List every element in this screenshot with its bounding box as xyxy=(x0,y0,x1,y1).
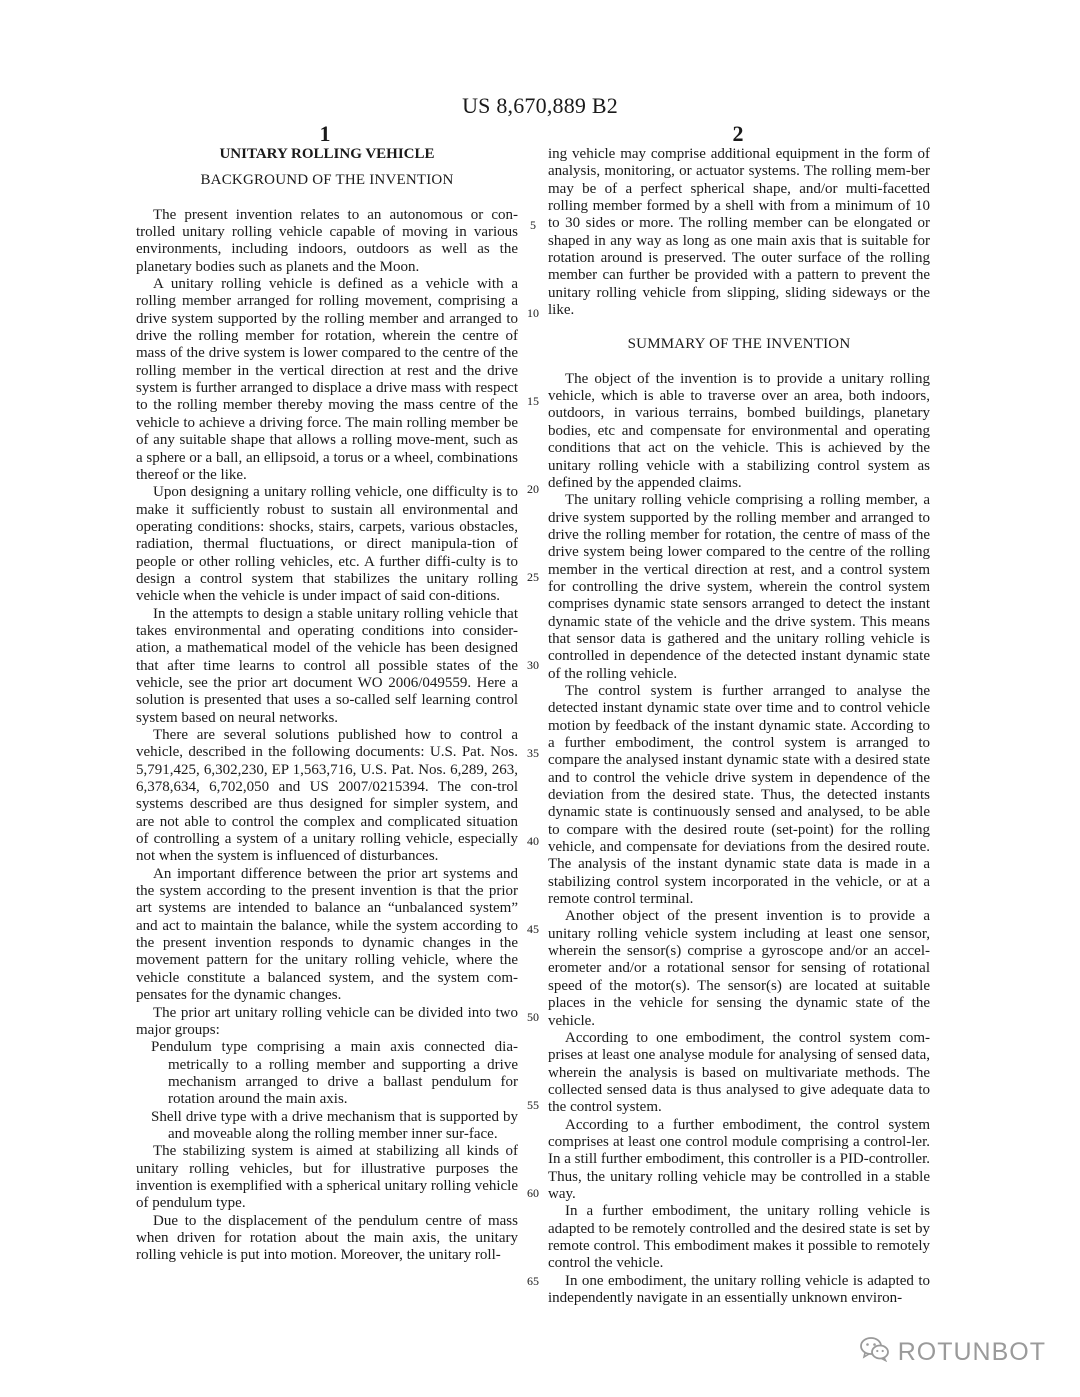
paragraph: According to one embodiment, the control system com-prises at least one analyse module for analysing of sensed data, wherein the analysis is based on multivariate methods. The collected sensed data is thus analysed to give adequate data to the control system. xyxy=(548,1029,930,1116)
paragraph: Due to the displacement of the pendulum centre of mass when driven for rotation about the main axis, the unitary rolling vehicle is put into motion. Moreover, the unitary roll- xyxy=(136,1212,518,1264)
line-number: 60 xyxy=(527,1186,539,1200)
paragraph: Another object of the present invention is to provide a unitary rolling vehicle system including at least one sensor, wherein the sensor(s) comprise a gyroscope and/or an accel-erometer and/or a rotational sensor for sensing of rotational speed of the motor(s). The sensor(s) are located at suitable places in the vehicle for sensing the dynamic state of the vehicle. xyxy=(548,908,930,1029)
paragraph: The unitary rolling vehicle comprising a rolling member, a drive system supported by the rolling member and arranged to drive the rolling member for rotation, the centre of mass of the drive system being lower compared to the centre of the rolling member in the vertical direction at rest, and a control system for controlling the drive system, wherein the control system comprises dynamic state sensors arranged to detect the instant dynamic state of the vehicle and the drive system. This means that sensor data is gathered and the unitary rolling vehicle is controlled in dependence of the detected instant dynamic state of the rolling vehicle. xyxy=(548,492,930,682)
paragraph: ing vehicle may comprise additional equipment in the form of analysis, monitoring, or actuator systems. The rolling mem-ber may be of a perfect spherical shape, and/or multi-facetted rolling member formed by a shell with from a minimum of 10 to 30 sides or more. The rolling member can be elongated or shaped in any way as long as one main axis that is suitable for rotation around is preserved. The outer surface of the rolling member can further be provided with a pattern to prevent the unitary rolling vehicle from slipping, sliding sideways or the like. xyxy=(548,146,930,319)
watermark xyxy=(860,1336,1046,1369)
right-column xyxy=(548,146,930,1307)
paragraph: According to a further embodiment, the control system comprises at least one control module comprising a control-ler. In a still further embodiment, this controller is a PID-controller. Thus, the unitary rolling vehicle may be controlled in a stable way. xyxy=(548,1116,930,1202)
line-number: 15 xyxy=(527,394,539,408)
paragraph: There are several solutions published how to control a vehicle, described in the following documents: U.S. Pat. Nos. 5,791,425, 6,302,230, EP 1,563,716, U.S. Pat. Nos. 6,289, 263, 6,378,634, 6,702,050 and US 2007/0215394. The con-trol systems described are thus designed for simpler system, and are not able to control the complex and complicated situation of controlling a system of a unitary rolling vehicle, especially not when the system is influenced of disturbances. xyxy=(136,727,518,865)
line-number: 20 xyxy=(527,482,539,496)
line-number: 25 xyxy=(527,570,539,584)
paragraph: The control system is further arranged to analyse the detected instant dynamic state over time and to control vehicle motion by feedback of the instant dynamic state. According to a further embodiment, the control system is arranged to compare the analysed instant dynamic state with a desired state and to control the vehicle drive system in dependence of the deviation from the desired state. Thus, the detected instants dynamic state is continuously sensed and analysed, to be able to compare with the desired route (set-point) for the rolling vehicle, and compensate for deviations from the desired route. The analysis of the instant dynamic state data is made in a stabilizing control system incorporated in the vehicle, or at a remote control terminal. xyxy=(548,682,930,908)
paragraph: The prior art unitary rolling vehicle can be divided into two major groups: xyxy=(136,1004,518,1038)
patent-number: US 8,670,889 B2 xyxy=(462,93,618,118)
line-number: 5 xyxy=(530,218,536,232)
line-number: 35 xyxy=(527,746,539,760)
column-number-right: 2 xyxy=(732,121,744,146)
line-number: 55 xyxy=(527,1098,539,1112)
line-number: 30 xyxy=(527,658,539,672)
list-item: Pendulum type comprising a main axis connected dia-metrically to a rolling member and supporting a drive mechanism arranged to drive a ballast pendulum for rotation around the main axis. xyxy=(151,1039,518,1108)
paragraph: The present invention relates to an autonomous or con-trolled unitary rolling vehicle capable of moving in various environments, including indoors, outdoors as well as the planetary bodies such as planets and the Moon. xyxy=(136,206,518,275)
wechat-icon xyxy=(860,1336,890,1369)
paragraph: In the attempts to design a stable unitary rolling vehicle that takes environmental and operating conditions into consider-ation, a mathematical model of the vehicle has been designed that after time learns to control all possible states of the vehicle, see the prior art document WO 2006/049559. Here a solution is presented that uses a so-called self learning control system based on neural networks. xyxy=(136,605,518,726)
line-number: 10 xyxy=(527,306,539,320)
background-heading: BACKGROUND OF THE INVENTION xyxy=(200,172,454,189)
left-column xyxy=(136,146,518,1265)
list-item: Shell drive type with a drive mechanism that is supported by and moveable along the rolling member inner sur-face. xyxy=(151,1108,518,1142)
paragraph: Upon designing a unitary rolling vehicle, one difficulty is to make it sufficiently robust to sustain all environmental and operating conditions: shocks, stairs, carpets, various obstacles, radiation, thermal fluctuations, or direct manipula-tion of people or other rolling vehicles, etc. A further diffi-culty is to design a control system that stabilizes the unitary rolling vehicle when the vehicle is under impact of said con-ditions. xyxy=(136,484,518,605)
paragraph: An important difference between the prior art systems and the system according to the present invention is that the prior art systems are intended to balance an “unbalanced system” and act to maintain the balance, while the system according to the present invention responds to dynamic changes in the movement pattern for the unitary rolling vehicle, where the vehicle constitute a balanced system, and the system com-pensates for the dynamic changes. xyxy=(136,865,518,1004)
paragraph: The stabilizing system is aimed at stabilizing all kinds of unitary rolling vehicles, but for illustrative purposes the invention is exemplified with a spherical unitary rolling vehicle of pendulum type. xyxy=(136,1143,518,1212)
paragraph: A unitary rolling vehicle is defined as a vehicle with a rolling member arranged for rolling movement, comprising a drive system supported by the rolling member and arranged to drive the rolling member for rotation, wherein the centre of mass of the drive system is lower compared to the centre of the rolling member in the vertical direction at rest and the drive system is further arranged to displace a drive mass with respect to the rolling member thereby moving the mass centre of the vehicle to achieve a driving force. The main rolling member be of any suitable shape that allows a rolling move-ment, such as a sphere or a ball, an ellipsoid, a torus or a wheel, combinations thereof or the like. xyxy=(136,276,518,483)
line-number: 50 xyxy=(527,1010,539,1024)
paragraph: The object of the invention is to provide a unitary rolling vehicle, which is able to traverse over an area, both indoors, outdoors, in various terrains, bombed buildings, planetary bodies, etc and compensate for environmental and operating conditions that act on the vehicle. This is achieved by the unitary rolling vehicle with a stabilizing control system as defined by the appended claims. xyxy=(548,370,930,491)
line-number: 45 xyxy=(527,922,539,936)
watermark-text: ROTUNBOT xyxy=(897,1338,1046,1366)
line-number: 40 xyxy=(527,834,539,848)
column-number-left: 1 xyxy=(319,121,331,146)
paragraph: In a further embodiment, the unitary rolling vehicle is adapted to be remotely controlled and the desired state is set by remote control. This embodiment makes it possible to remotely control the vehicle. xyxy=(548,1203,930,1272)
invention-title: UNITARY ROLLING VEHICLE xyxy=(219,146,435,162)
paragraph: In one embodiment, the unitary rolling vehicle is adapted to independently navigate in an essentially unknown environ- xyxy=(548,1272,930,1306)
summary-heading: SUMMARY OF THE INVENTION xyxy=(627,336,851,353)
line-number: 65 xyxy=(527,1274,539,1288)
